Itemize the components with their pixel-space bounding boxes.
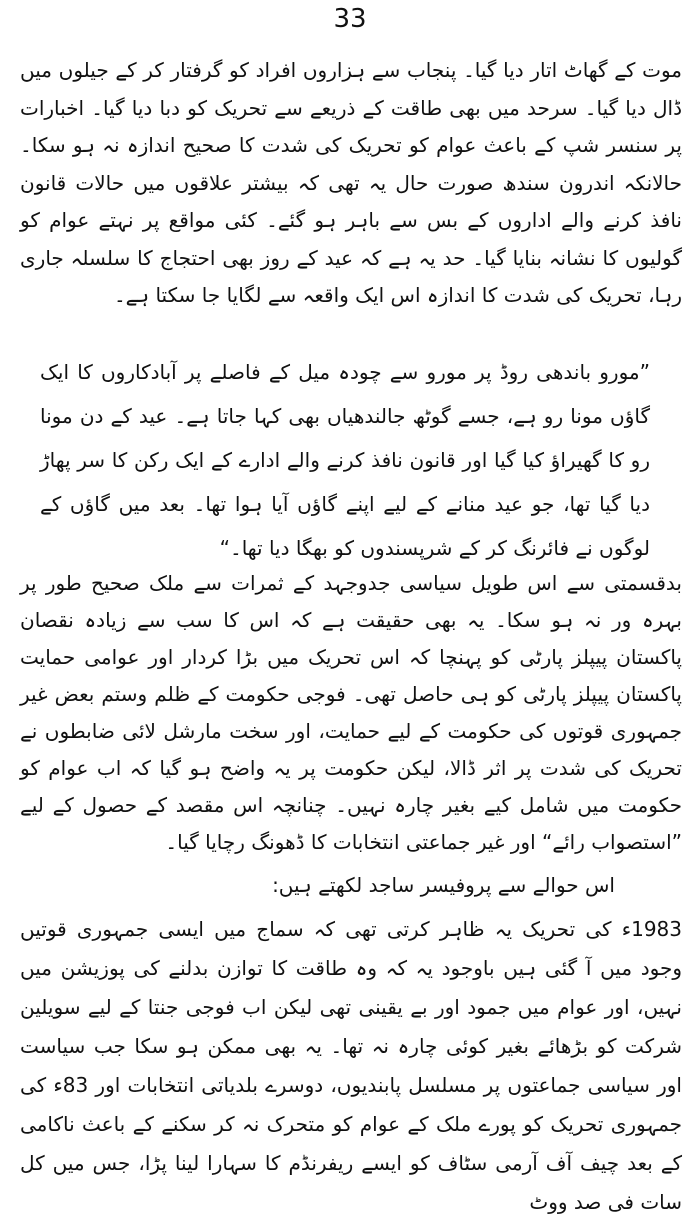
paragraph-1: موت کے گھاٹ اتار دیا گیا۔ پنجاب سے ہزاروں افراد کو گرفتار کر کے جیلوں میں ڈال دیا گیا۔ سرحد میں بھی طاقت کے ذریعے سے تحریک کو دبا دیا گیا۔ اخبارات پر سنسر شپ کے باعث عوام کو تحریک کی شدت کا صحیح اندازہ نہ ہو سکا۔ حالانکہ اندرون سندھ صورت حال یہ تھی کہ بیشتر علاقوں میں حالات قانون نافذ کرنے والے اداروں کے بس سے باہر ہو گئے۔ کئی مواقع پر نہتے عوام کو گولیوں کا نشانہ بنایا گیا۔ حد یہ ہے کہ عید کے روز بھی احتجاج کا سلسلہ جاری رہا، تحریک کی شدت کا اندازہ اس ایک واقعہ سے لگایا جا سکتا ہے۔ [20, 58, 682, 307]
block-quote-2: 1983ء کی تحریک یہ ظاہر کرتی تھی کہ سماج میں ایسی جمہوری قوتیں وجود میں آ گئی ہیں باوجود یہ کہ وہ طاقت کا توازن بدلنے کی پوزیشن میں نہیں، اور عوام میں جمود اور بے یقینی تھی لیکن اب فوجی جنتا کے لیے سویلین شرکت کو بڑھائے بغیر کوئی چارہ نہ تھا۔ یہ بھی ممکن ہو سکا جب سیاست اور سیاسی جماعتوں پر مسلسل پابندیوں، دوسرے بلدیاتی انتخابات اور 83ء کی جمہوری تحریک کو پورے ملک کے عوام کو متحرک نہ کر سکنے کے باعث ناکامی کے بعد چیف آف آرمی سٹاف کو ایسے ریفرنڈم کا سہارا لینا پڑا، جس میں کل سات فی صد ووٹ [20, 917, 682, 1214]
page-number: 33 [333, 4, 367, 34]
paragraph-2: بدقسمتی سے اس طویل سیاسی جدوجہد کے ثمرات سے ملک صحیح طور پر بہرہ ور نہ ہو سکا۔ یہ بھی حقیقت ہے کہ اس کا سب سے زیادہ نقصان پاکستان پیپلز پارٹی کو پہنچا کہ اس تحریک میں بڑا کردار اور عوامی حمایت پاکستان پیپلز پارٹی کو ہی حاصل تھی۔ فوجی حکومت کے ظلم وستم بعض غیر جمہوری قوتوں کی حکومت کے لیے حمایت، اور سخت مارشل لائی ضابطوں نے تحریک کی شدت پر اثر ڈالا، لیکن حکومت پر یہ واضح ہو گیا کہ اب عوام کو حکومت میں شامل کیے بغیر چارہ نہیں۔ چنانچہ اس مقصد کے حصول کے لیے ”استصواب رائے“ اور غیر جماعتی انتخابات کا ڈھونگ رچایا گیا۔ [20, 571, 682, 854]
block-quote-1: ”مورو باندھی روڈ پر مورو سے چودہ میل کے فاصلے پر آبادکاروں کا ایک گاؤں مونا رو ہے، جسے گوٹھ جالندھیاں بھی کہا جاتا ہے۔ عید کے دن مونا رو کا گھیراؤ کیا گیا اور قانون نافذ کرنے والے ادارے کے ایک رکن کا سر پھاڑ دیا گیا تھا، جو عید منانے کے لیے اپنے گاؤں آیا ہوا تھا۔ بعد میں گاؤں کے لوگوں نے فائرنگ کر کے شرپسندوں کو بھگا دیا تھا۔“ [40, 360, 650, 560]
quote-intro: اس حوالے سے پروفیسر ساجد لکھتے ہیں: [272, 873, 615, 897]
